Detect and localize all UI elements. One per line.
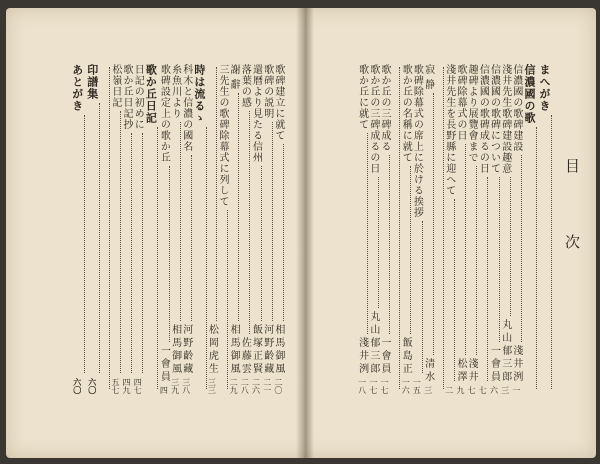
entry-title: 歌か丘の三碑成る — [379, 64, 391, 152]
toc-entry — [368, 64, 379, 394]
toc-section-heading — [537, 64, 552, 394]
entry-page-number: 六 — [489, 386, 499, 394]
entry-title: 松嶺日記 — [109, 64, 121, 108]
toc-entry — [228, 64, 239, 394]
entry-title: 寂 静 — [422, 64, 434, 91]
entry-page-number: 三 — [423, 386, 433, 394]
toc-entry — [400, 64, 411, 394]
entry-title: 歌碑建立に就て — [272, 64, 284, 141]
left-page — [6, 8, 298, 458]
entry-author: 河野齡藏 — [180, 324, 192, 376]
toc-entry — [379, 64, 390, 394]
leader-dots — [249, 111, 250, 334]
entry-title: 科木と信濃の國名 — [180, 64, 192, 152]
entry-title: 歌か丘の三碑成るの日 — [367, 64, 379, 174]
entry-title: 三先生の歌碑除幕式に列して — [216, 64, 228, 207]
entry-title: 淺井先生歌碑建設趣意 — [499, 64, 511, 174]
entry-author: 佐藤雲 — [239, 337, 251, 376]
entry-title: 歌か丘の名稱に就て — [400, 64, 412, 163]
entry-author: 河野齡藏 — [261, 324, 273, 376]
leader-dots — [487, 177, 488, 381]
toc-section-heading — [192, 64, 207, 394]
entry-title: 時は流るゝ — [192, 64, 206, 124]
entry-page-number: 四九 — [122, 378, 132, 394]
entry-page-number: 六〇 — [72, 378, 83, 394]
leader-dots — [465, 144, 466, 355]
entry-title: 還曆より見たる信州 — [250, 64, 262, 163]
toc-section-heading — [143, 64, 158, 394]
toc-entry — [444, 64, 455, 394]
entry-author: 松岡虎生 — [206, 324, 218, 376]
entry-author: 丸山郁三郎 — [367, 311, 379, 376]
toc-entry — [170, 64, 181, 394]
entry-author: 松澤 — [454, 358, 466, 384]
toc-entry — [477, 64, 488, 394]
toc-entry — [434, 64, 444, 394]
toc-entry — [181, 64, 192, 394]
toc-entry — [488, 64, 499, 394]
leader-dots — [120, 111, 121, 373]
page-title: 目 次 — [563, 158, 581, 277]
entry-author: 飯塚正賢 — [250, 324, 262, 376]
toc-entry — [273, 64, 284, 394]
toc-section-heading — [522, 64, 537, 394]
entry-title: 歌碑の説明 — [261, 64, 273, 119]
entry-page-number: 一五 — [412, 378, 422, 394]
toc-entry — [357, 64, 368, 394]
leader-dots — [131, 133, 132, 373]
book-gutter — [296, 8, 314, 458]
entry-title: 歌碑設定上の歌か丘 — [158, 64, 170, 163]
toc-entry — [390, 64, 400, 394]
leader-dots — [499, 177, 500, 342]
entry-title: あとがき — [70, 64, 84, 112]
entry-title: 信濃國の歌碑について — [488, 64, 500, 174]
right-page — [312, 8, 596, 458]
leader-dots — [142, 133, 143, 373]
leader-dots — [84, 115, 85, 373]
leader-dots — [389, 155, 390, 334]
entry-author: 淺井洌 — [510, 345, 522, 384]
toc-entry — [500, 64, 511, 394]
toc-entry — [121, 64, 132, 394]
entry-author: 相馬御風 — [272, 324, 284, 376]
toc-entry — [217, 64, 228, 394]
entry-page-number: 二六 — [251, 378, 261, 394]
entry-title: 落葉の感 — [239, 64, 251, 108]
leader-dots — [157, 127, 158, 389]
leader-dots — [521, 155, 522, 342]
toc-entry — [423, 64, 434, 394]
entry-author: 飯島正 — [400, 337, 412, 376]
toc-entry — [110, 64, 121, 394]
entry-title: 信濃國の歌 — [523, 64, 536, 124]
toc-entry — [132, 64, 143, 394]
toc-right — [357, 64, 552, 394]
entry-page-number: 六〇 — [87, 378, 98, 394]
entry-page-number: 二 — [444, 386, 454, 394]
toc-entry — [411, 64, 422, 394]
leader-dots — [227, 210, 228, 389]
entry-page-number: 九 — [455, 386, 465, 394]
leader-dots — [216, 67, 217, 321]
entry-page-number: 二一 — [262, 378, 272, 394]
entry-title: 趣碑より展覽會まで — [466, 64, 478, 163]
entry-author: 相馬御風 — [228, 324, 240, 376]
entry-page-number: 四七 — [133, 378, 143, 394]
toc-entry — [207, 64, 217, 394]
leader-dots — [378, 177, 379, 308]
leader-dots — [99, 103, 100, 373]
leader-dots — [410, 166, 411, 334]
entry-title: 信濃國の歌碑成るの日 — [477, 64, 489, 174]
leader-dots — [433, 93, 434, 355]
toc-entry — [511, 64, 522, 394]
entry-page-number: 四 — [159, 386, 169, 394]
toc-entry — [455, 64, 466, 394]
entry-page-number: 一八 — [357, 378, 367, 394]
toc-entry — [100, 64, 110, 394]
toc-left — [70, 64, 284, 394]
leader-dots — [443, 67, 444, 389]
toc-entry — [158, 64, 169, 394]
entry-page-number: 七 — [467, 386, 477, 394]
entry-page-number: 三八 — [181, 378, 191, 394]
toc-section-heading — [70, 64, 85, 394]
entry-page-number: 一七 — [368, 378, 378, 394]
entry-page-number: 二〇 — [273, 378, 283, 394]
entry-page-number: 三三 — [207, 378, 217, 394]
entry-page-number: 一 — [511, 386, 521, 394]
entry-title: 歌碑除幕式の席上に於ける挨拶 — [411, 64, 423, 218]
entry-author: 一會員 — [488, 345, 500, 384]
entry-page-number: 五七 — [110, 378, 120, 394]
entry-title: 印譜集 — [85, 64, 99, 100]
open-book — [6, 8, 596, 458]
leader-dots — [261, 166, 262, 321]
toc-entry — [239, 64, 250, 394]
toc-section-heading — [85, 64, 100, 394]
entry-title: 歌か丘日記 — [144, 64, 158, 124]
leader-dots — [180, 122, 181, 321]
leader-dots — [206, 127, 207, 389]
entry-author: 丸山郁三郎 — [499, 319, 511, 384]
leader-dots — [551, 115, 552, 389]
entry-title: 歌碑除幕式の日 — [454, 64, 466, 141]
entry-page-number: 三九 — [170, 378, 180, 394]
entry-author: 相馬御風 — [169, 324, 181, 376]
leader-dots — [367, 133, 368, 334]
entry-title: 歌か丘日記抄 — [121, 64, 133, 130]
leader-dots — [109, 67, 110, 389]
entry-author: 清水 — [422, 358, 434, 384]
entry-author: 一會員 — [158, 345, 170, 384]
leader-dots — [422, 221, 423, 373]
entry-title: 信濃國の歌碑建設 — [510, 64, 522, 152]
leader-dots — [272, 122, 273, 321]
leader-dots — [191, 155, 192, 321]
entry-title: まへがき — [538, 64, 551, 112]
entry-title: 糸魚川より — [169, 64, 181, 119]
leader-dots — [536, 127, 537, 389]
entry-author: 一會員 — [379, 337, 391, 376]
entry-author: 淺井 — [466, 358, 478, 384]
entry-author: 淺井洌 — [356, 337, 368, 376]
toc-entry — [466, 64, 477, 394]
entry-page-number: 三 — [500, 386, 510, 394]
leader-dots — [510, 177, 511, 316]
entry-page-number: 七 — [478, 386, 488, 394]
entry-page-number: 二九 — [229, 378, 239, 394]
entry-page-number: 一七 — [380, 378, 390, 394]
entry-page-number: 一六 — [401, 378, 411, 394]
entry-page-number: 二八 — [240, 378, 250, 394]
leader-dots — [283, 144, 284, 321]
leader-dots — [238, 93, 239, 321]
leader-dots — [169, 166, 170, 342]
entry-title: 謝 辭 — [228, 64, 240, 91]
leader-dots — [476, 166, 477, 355]
toc-entry — [250, 64, 261, 394]
leader-dots — [454, 199, 455, 381]
entry-title: 日記の初めに — [132, 64, 144, 130]
entry-title: 歌か丘に就て — [356, 64, 368, 130]
leader-dots — [399, 67, 400, 389]
toc-entry — [262, 64, 273, 394]
entry-title: 淺井先生を長野縣に迎へて — [443, 64, 455, 196]
